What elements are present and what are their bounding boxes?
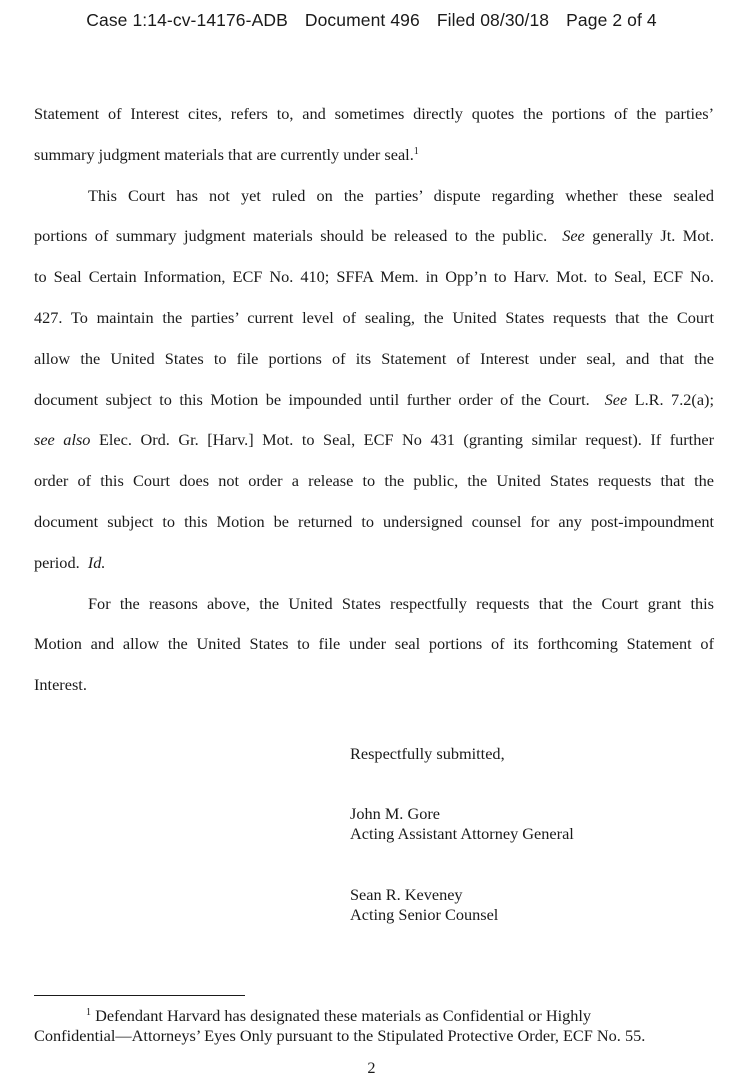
paragraph-line — [34, 216, 714, 257]
paragraph-line: For the reasons above, the United States respectfully requests that the Court grant this — [88, 593, 714, 613]
page-indicator: Page 2 of 4 — [566, 10, 657, 30]
paragraph-line: document subject to this Motion be returned to undersigned counsel for any post-impoundment — [34, 511, 714, 531]
paragraph-line: order of this Court does not order a release to the public, the United States requests that the — [34, 471, 714, 491]
signer-1-name: John M. Gore — [350, 804, 440, 823]
footnote — [34, 1006, 714, 1046]
paragraph-2 — [34, 176, 714, 584]
paragraph-1 — [34, 94, 714, 176]
page-number: 2 — [367, 1058, 376, 1077]
line-text: portions of summary judgment materials should be released to the public. — [34, 226, 548, 246]
citation-signal: see also — [34, 430, 91, 450]
paragraph-line — [34, 543, 714, 584]
line-text: period. — [34, 552, 80, 572]
footnote-line — [34, 1006, 714, 1026]
document-body — [34, 94, 714, 706]
paragraph-line: Statement of Interest cites, refers to, and sometimes directly quotes the portions of the parties’ — [34, 104, 714, 123]
footnote-mark: 1 — [86, 1007, 91, 1018]
footnote-line: Confidential—Attorneys’ Eyes Only pursuant to the Stipulated Protective Order, ECF No. 55. — [34, 1026, 646, 1045]
paragraph-line: allow the United States to file portions of its Statement of Interest under seal, and that the — [34, 348, 714, 368]
page-header — [0, 10, 743, 31]
signer-2-title: Acting Senior Counsel — [350, 905, 499, 924]
citation-signal: See — [562, 226, 585, 246]
signer-2-name: Sean R. Keveney — [350, 885, 463, 904]
paragraph-line: 427. To maintain the parties’ current level of sealing, the United States requests that the Court — [34, 307, 714, 327]
document-number: Document 496 — [304, 10, 420, 30]
signer-1-title: Acting Assistant Attorney General — [350, 824, 574, 843]
footnote-text: Defendant Harvard has designated these materials as Confidential or Highly — [95, 1006, 592, 1025]
line-text: L.R. 7.2(a); — [634, 389, 715, 409]
case-number: Case 1:14-cv-14176-ADB — [86, 10, 288, 30]
line-text: summary judgment materials that are currently under seal. — [34, 144, 414, 164]
line-text: generally Jt. Mot. — [592, 226, 715, 246]
line-text: Elec. Ord. Gr. [Harv.] Mot. to Seal, ECF No 431 (granting similar request). If further — [98, 430, 714, 450]
paragraph-line: to Seal Certain Information, ECF No. 410; SFFA Mem. in Opp’n to Harv. Mot. to Seal, ECF No. — [34, 267, 714, 287]
paragraph-line: This Court has not yet ruled on the parties’ dispute regarding whether these sealed — [88, 185, 714, 205]
citation-signal: See — [604, 389, 628, 409]
citation-signal: Id. — [87, 552, 106, 572]
footnote-reference[interactable]: 1 — [413, 145, 419, 157]
paragraph-line — [34, 380, 714, 421]
paragraph-3 — [34, 584, 714, 706]
signature-closing: Respectfully submitted, — [350, 744, 505, 763]
paragraph-line: Interest. — [34, 675, 87, 695]
footnote-separator — [34, 995, 245, 996]
line-text: document subject to this Motion be impounded until further order of the Court. — [34, 389, 590, 409]
paragraph-line: Motion and allow the United States to file under seal portions of its forthcoming Statement of — [34, 634, 714, 654]
filed-date: Filed 08/30/18 — [436, 10, 550, 30]
paragraph-line — [34, 420, 714, 461]
paragraph-line — [34, 135, 714, 176]
